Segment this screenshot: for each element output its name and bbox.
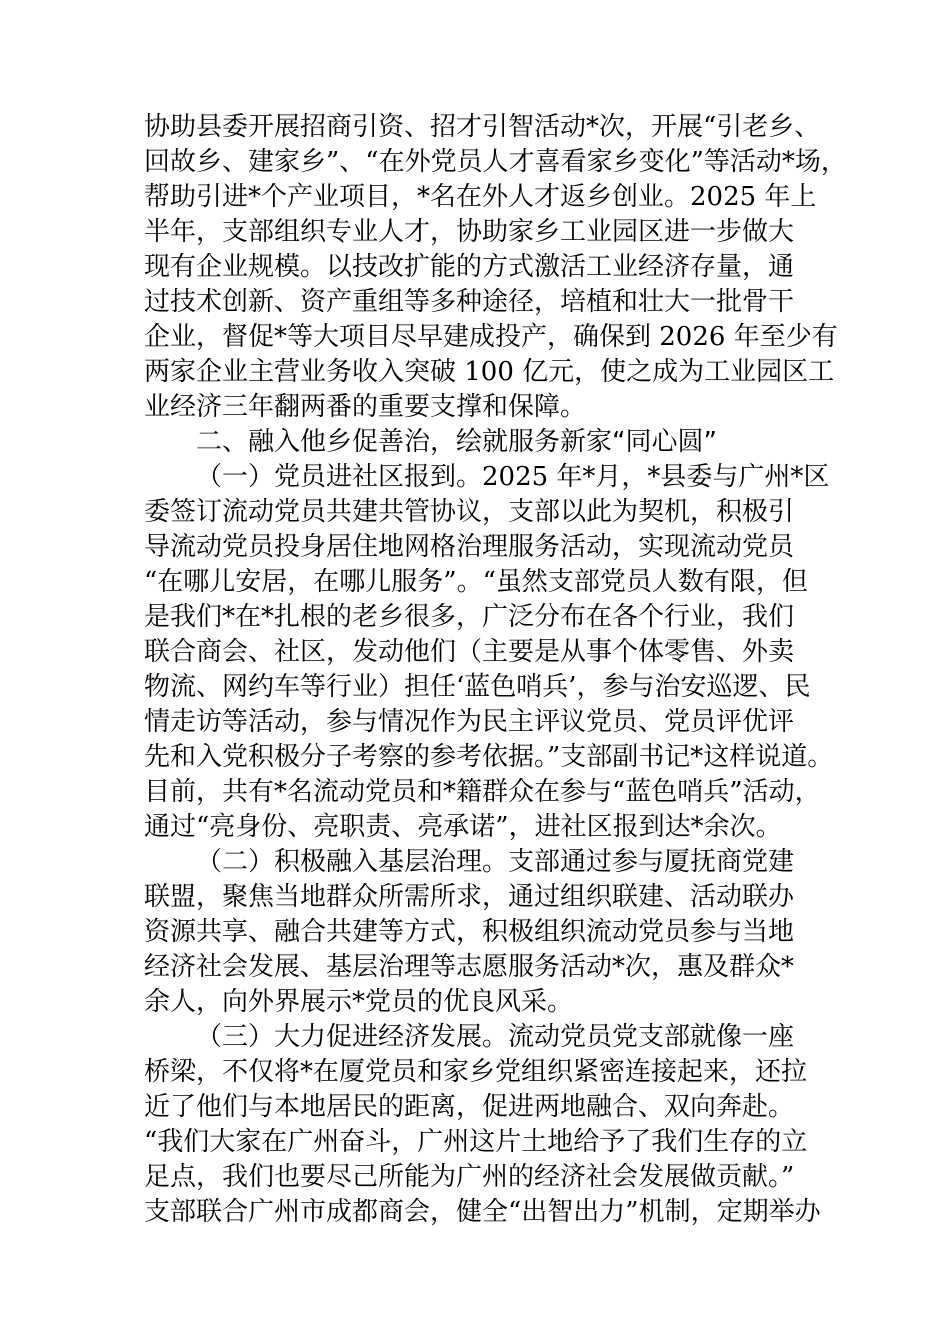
- section-heading: 二、融入他乡促善治，绘就服务新家“同心圆”: [196, 427, 717, 457]
- text-line: 桥梁，不仅将*在厦党员和家乡党组织紧密连接起来，还拉: [144, 1057, 808, 1087]
- text-line: 支部联合广州市成都商会，健全“出智出力”机制，定期举办: [144, 1197, 821, 1227]
- text-line: 近了他们与本地居民的距离，促进两地融合、双向奔赴。: [144, 1092, 795, 1122]
- text-line: 协助县委开展招商引资、招才引智活动*次，开展“引老乡、: [144, 112, 821, 142]
- text-line: “在哪儿安居，在哪儿服务”。“虽然支部党员人数有限，但: [144, 567, 808, 597]
- text-line: 导流动党员投身居住地网格治理服务活动，实现流动党员: [144, 532, 795, 562]
- text-line: 资源共享、融合共建等方式，积极组织流动党员参与当地: [144, 917, 795, 947]
- text-line: 企业，督促*等大项目尽早建成投产，确保到 2026 年至少有: [144, 322, 838, 352]
- text-line: 是我们*在*扎根的老乡很多，广泛分布在各个行业，我们: [144, 602, 795, 632]
- text-line: 情走访等活动，参与情况作为民主评议党员、党员评优评: [144, 707, 795, 737]
- text-line: 联合商会、社区，发动他们（主要是从事个体零售、外卖: [144, 637, 795, 667]
- subsection-start-line: （一）党员进社区报到。2025 年*月，*县委与广州*区: [196, 462, 830, 492]
- text-line: 业经济三年翻两番的重要支撑和保障。: [144, 392, 587, 422]
- text-line: 回故乡、建家乡”、“在外党员人才喜看家乡变化”等活动*场，: [144, 147, 847, 177]
- text-line: 先和入党积极分子考察的参考依据。”支部副书记*这样说道。: [144, 742, 834, 772]
- text-line: 足点，我们也要尽己所能为广州的经济社会发展做贡献。”: [144, 1162, 795, 1192]
- text-line: 余人，向外界展示*党员的优良风采。: [144, 987, 574, 1017]
- subsection-start-line: （二）积极融入基层治理。支部通过参与厦抚商党建: [196, 847, 795, 877]
- text-line: 两家企业主营业务收入突破 100 亿元，使之成为工业园区工: [144, 357, 835, 387]
- text-line: “我们大家在广州奋斗，广州这片土地给予了我们生存的立: [144, 1127, 808, 1157]
- text-line: 通过“亮身份、亮职责、亮承诺”，进社区报到达*余次。: [144, 812, 782, 842]
- text-line: 联盟，聚焦当地群众所需所求，通过组织联建、活动联办: [144, 882, 795, 912]
- body-text: [144, 110, 847, 1230]
- subsection-start-line: （三）大力促进经济发展。流动党员党支部就像一座: [196, 1022, 795, 1052]
- text-line: 半年，支部组织专业人才，协助家乡工业园区进一步做大: [144, 217, 795, 247]
- text-line: 现有企业规模。以技改扩能的方式激活工业经济存量，通: [144, 252, 795, 282]
- text-line: 目前，共有*名流动党员和*籍群众在参与“蓝色哨兵”活动，: [144, 777, 821, 807]
- text-line: 委签订流动党员共建共管协议，支部以此为契机，积极引: [144, 497, 795, 527]
- text-line: 过技术创新、资产重组等多种途径，培植和壮大一批骨干: [144, 287, 795, 317]
- text-line: 物流、网约车等行业）担任‘蓝色哨兵’，参与治安巡逻、民: [144, 672, 811, 702]
- text-line: 经济社会发展、基层治理等志愿服务活动*次，惠及群众*: [144, 952, 795, 982]
- text-line: 帮助引进*个产业项目，*名在外人才返乡创业。2025 年上: [144, 182, 817, 212]
